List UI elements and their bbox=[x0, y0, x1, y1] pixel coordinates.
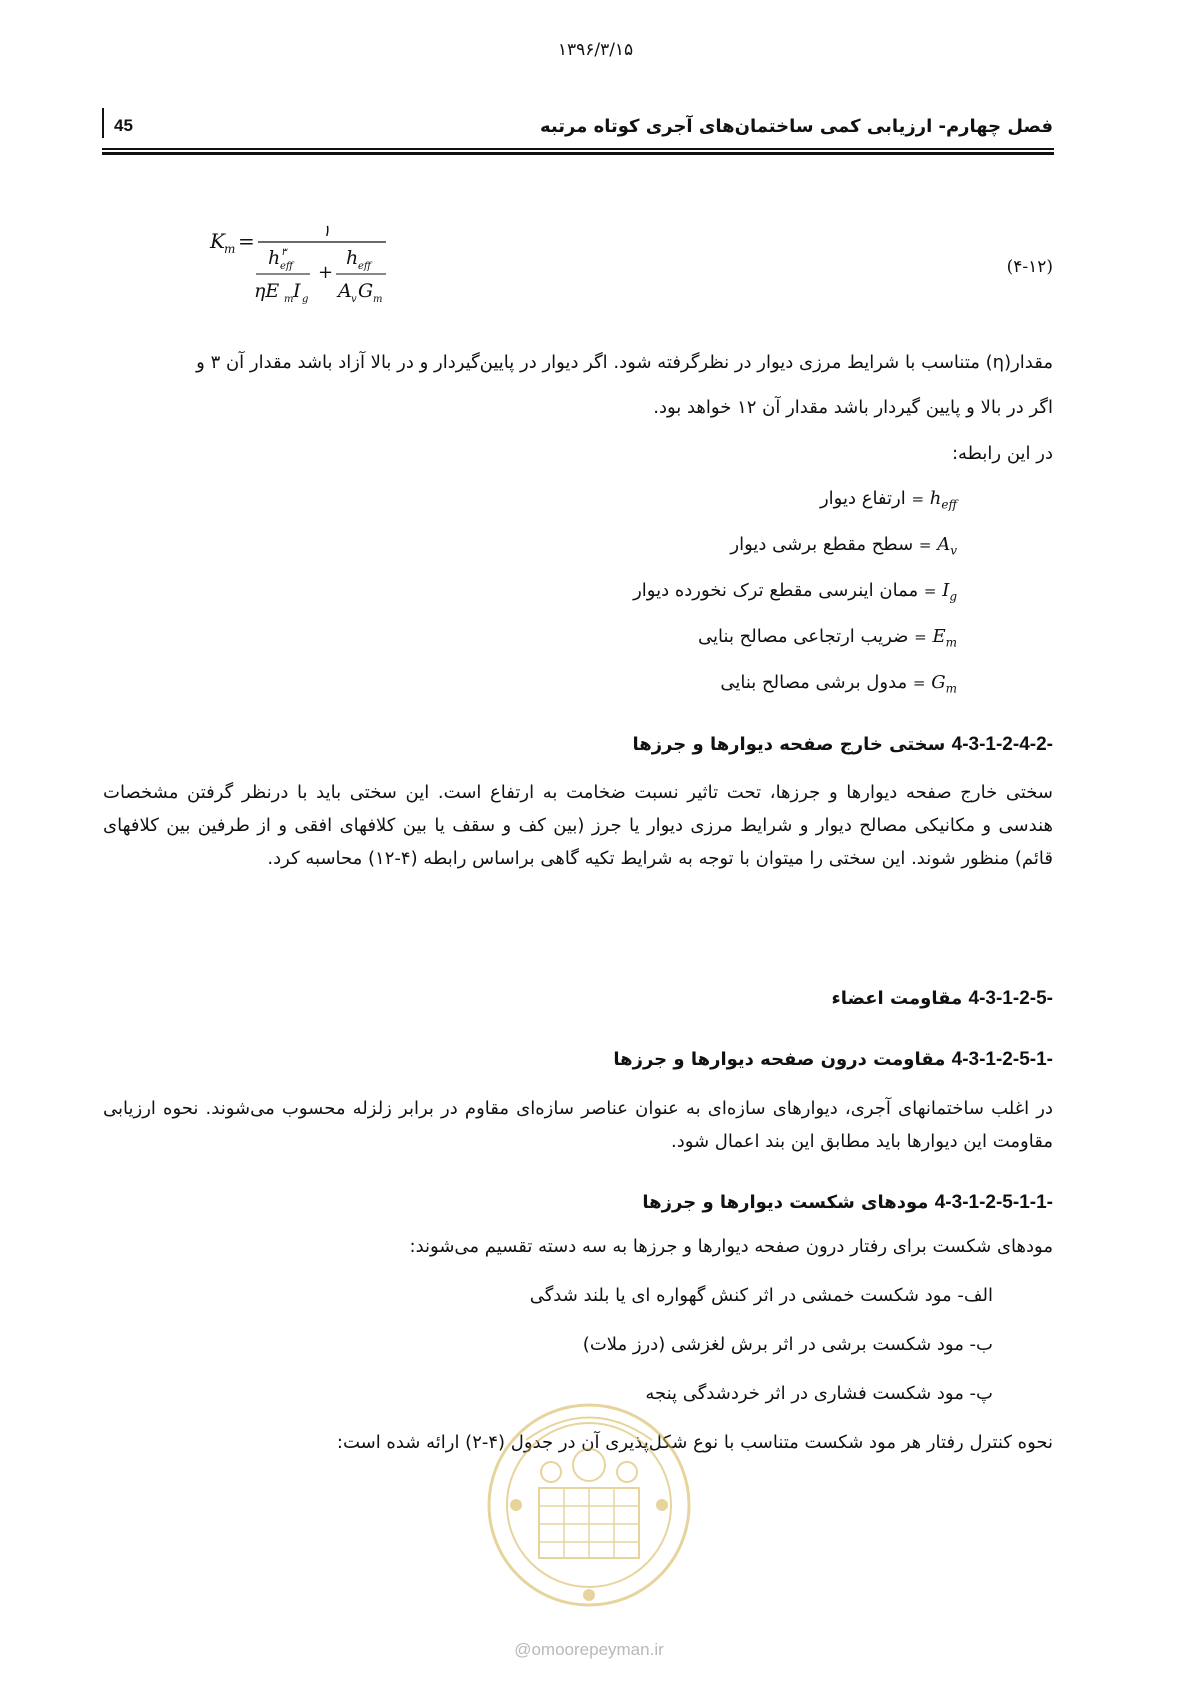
eq-t1-sup: ۳ bbox=[281, 247, 287, 258]
section-heading-in-plane-strength bbox=[613, 1049, 1053, 1071]
chapter-title: فصل چهارم- ارزیابی کمی ساختمان‌های آجری کوتاه مرتبه bbox=[539, 116, 1053, 137]
page-number: 45 bbox=[114, 116, 133, 135]
definition-av bbox=[730, 534, 957, 558]
eq-t2-den-A: A bbox=[338, 280, 352, 302]
def-sub: m bbox=[945, 635, 957, 650]
document-date: ۱۳۹۶/۳/۱۵ bbox=[557, 40, 634, 60]
def-sub: eff bbox=[941, 497, 957, 512]
header-rule-thin bbox=[102, 148, 1054, 150]
list-item-a: الف- مود شکست خمشی در اثر کنش گهواره ای یا بلند شدگی bbox=[529, 1285, 993, 1306]
heading-number: 4-3-1-2-5- bbox=[968, 988, 1053, 1009]
def-sub: g bbox=[949, 589, 957, 604]
heading-number: 4-3-1-2-5-1-1- bbox=[934, 1192, 1053, 1213]
def-sub: v bbox=[950, 543, 957, 558]
para1-line2: اگر در بالا و پایین گیردار باشد مقدار آن ۱۲ خواهد بود. bbox=[653, 397, 1053, 418]
eq-t1-den: ηE bbox=[254, 280, 280, 302]
heading-text: سختی خارج صفحه دیوارها و جرزها bbox=[632, 734, 946, 755]
section-heading-failure-modes bbox=[642, 1192, 1053, 1214]
header-vertical-rule bbox=[102, 108, 104, 138]
def-sym: A bbox=[937, 534, 951, 555]
definition-heff bbox=[820, 488, 957, 512]
section-heading-member-strength bbox=[832, 988, 1053, 1010]
header-rule-thick bbox=[102, 152, 1054, 155]
equation-number: (۴-۱۲) bbox=[1006, 257, 1053, 277]
watermark-url: @omoorepeyman.ir bbox=[514, 1640, 664, 1659]
def-sym: I bbox=[942, 580, 950, 601]
svg-text:+: + bbox=[318, 262, 334, 283]
eq-t2-den-sub2: m bbox=[373, 294, 383, 305]
def-equals: = bbox=[914, 628, 927, 646]
watermark-seal bbox=[466, 1380, 712, 1620]
eq-t1-den-sub1: m bbox=[284, 294, 294, 305]
eq-t2-sub: eff bbox=[358, 261, 372, 272]
eq-t2-den-sub1: v bbox=[351, 294, 357, 305]
def-equals: = bbox=[923, 582, 937, 600]
equation-graphic bbox=[210, 221, 440, 338]
def-text: ارتفاع دیوار bbox=[819, 488, 906, 509]
def-equals: = bbox=[911, 490, 925, 508]
def-sym: h bbox=[929, 488, 942, 509]
def-sym: G bbox=[931, 672, 946, 693]
eq-lhs: K bbox=[210, 229, 225, 253]
def-sub: m bbox=[945, 681, 957, 696]
def-equals: = bbox=[918, 536, 932, 554]
def-sym: E bbox=[932, 626, 946, 647]
heading-number: 4-3-1-2-4-2- bbox=[951, 734, 1053, 755]
heading-text: مودهای شکست دیوارها و جرزها bbox=[642, 1192, 929, 1213]
eq-t2-den-G: G bbox=[358, 280, 374, 302]
eq-numerator: ۱ bbox=[322, 221, 331, 240]
def-equals: = bbox=[912, 674, 926, 692]
failure-modes-intro: مودهای شکست برای رفتار درون صفحه دیوارها و جرزها به سه دسته تقسیم می‌شوند: bbox=[409, 1236, 1053, 1257]
stiffness-equation bbox=[210, 221, 440, 338]
def-text: مدول برشی مصالح بنایی bbox=[720, 672, 908, 693]
eq-t1-den-I: I bbox=[293, 280, 301, 302]
svg-text:=: = bbox=[238, 229, 255, 253]
eq-t2-h: h bbox=[346, 247, 359, 269]
definition-em bbox=[698, 626, 957, 650]
control-behavior-sentence: نحوه کنترل رفتار هر مود شکست متناسب با نوع شکل‌پذیری آن در جدول (۴-۲) ارائه شده است: bbox=[336, 1432, 1053, 1453]
section-heading-out-of-plane-stiffness bbox=[632, 734, 1053, 756]
eq-lhs-sub: m bbox=[224, 242, 236, 256]
in-relation-label: در این رابطه: bbox=[951, 443, 1053, 464]
eq-t1-den-sub2: g bbox=[302, 294, 309, 305]
out-of-plane-stiffness-paragraph: سختی خارج صفحه دیوارها و جرزها، تحت تاثیر نسبت ضخامت به ارتفاع است. این سختی باید با درنظر گرفتن مشخصات هندسی و مکانیکی مصالح دیوار و شرایط مرزی دیوار یا جرز (بین کف و سقف یا بین کلافهای افقی و از طرفین بین کلافهای قائم) منظور شوند. این سختی را میتوان با توجه به شرایط تکیه گاهی براساس رابطه (۴-۱۲) محاسبه کرد. bbox=[103, 782, 1053, 869]
heading-text: مقاومت اعضاء bbox=[831, 988, 963, 1009]
heading-number: 4-3-1-2-5-1- bbox=[951, 1049, 1053, 1070]
list-item-b: ب- مود شکست برشی در اثر برش لغزشی (درز ملات) bbox=[582, 1334, 993, 1355]
seal-icon bbox=[466, 1380, 712, 1620]
para1-line1: مقدار(η) متناسب با شرایط مرزی دیوار در نظرگرفته شود. اگر دیوار در پایین‌گیردار و در بالا آزاد باشد مقدار آن ۳ و bbox=[196, 352, 1053, 373]
definition-ig bbox=[633, 580, 957, 604]
def-text: ضریب ارتجاعی مصالح بنایی bbox=[698, 626, 909, 647]
eq-t1-h: h bbox=[268, 247, 281, 269]
heading-text: مقاومت درون صفحه دیوارها و جرزها bbox=[613, 1049, 946, 1070]
def-text: سطح مقطع برشی دیوار bbox=[730, 534, 914, 555]
eq-t1-sub: eff bbox=[280, 261, 294, 272]
in-plane-strength-paragraph: در اغلب ساختمانهای آجری، دیوارهای سازه‌ای به عنوان عناصر سازه‌ای مقاوم در برابر زلزله محسوب می‌شوند. نحوه ارزیابی مقاومت این دیوارها باید مطابق این بند اعمال شود. bbox=[103, 1098, 1053, 1152]
definition-gm bbox=[720, 672, 957, 696]
def-text: ممان اینرسی مقطع ترک نخورده دیوار bbox=[633, 580, 919, 601]
list-item-c: پ- مود شکست فشاری در اثر خردشدگی پنجه bbox=[645, 1383, 993, 1404]
